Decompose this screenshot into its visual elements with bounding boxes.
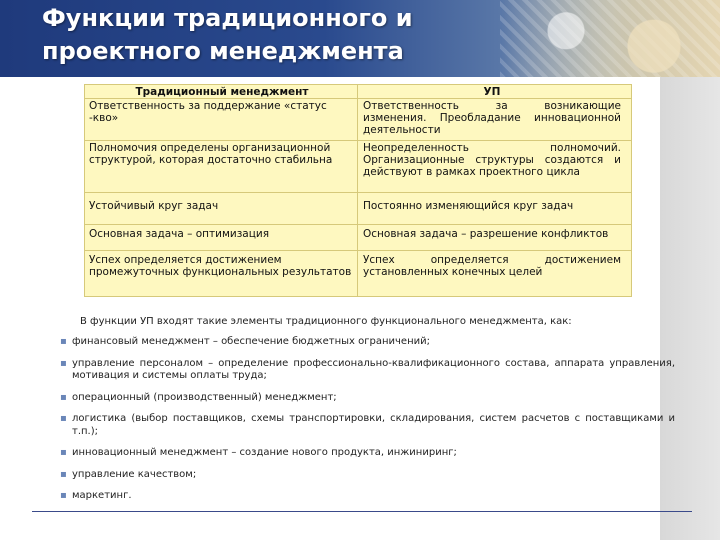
table-row — [85, 141, 631, 193]
bullet-icon: ▪ — [60, 336, 67, 347]
table-row — [85, 251, 631, 297]
header-up: УП — [483, 86, 501, 98]
table-cell: Постоянно изменяющийся круг задач — [363, 200, 574, 212]
table-cell: Успех определяется достижением промежуточных функциональных результатов — [89, 254, 352, 278]
table-row — [85, 99, 631, 141]
table-cell: Неопределенность полномочий. Организационные структуры создаются и действуют в рамках проектного цикла — [363, 142, 621, 178]
footer-divider — [32, 511, 692, 512]
table-cell: Полномочия определены организационной структурой, которая достаточно стабильна — [89, 142, 333, 166]
slide-title: Функции традиционного и проектного менеджмента — [42, 4, 413, 65]
table-row — [85, 193, 631, 225]
list-item: ▪ управление персоналом – определение профессионально-квалификационного состава, аппарата управления, мотивация и системы оплаты труда; — [60, 357, 675, 381]
bullet-icon: ▪ — [60, 468, 67, 480]
bullet-icon: ▪ — [60, 490, 67, 501]
table-cell: Устойчивый круг задач — [89, 200, 219, 212]
table-row — [85, 225, 631, 251]
comparison-table — [84, 84, 632, 297]
bullet-icon: ▪ — [60, 413, 67, 424]
list-item: ▪ логистика (выбор поставщиков, схемы транспортировки, складирования, систем расчетов с поставщиками и т.п.); — [60, 413, 675, 437]
bullet-icon: ▪ — [60, 447, 67, 458]
list-item: ▪ инновационный менеджмент – создание нового продукта, инжиниринг; — [60, 447, 457, 458]
list-item: ▪ маркетинг. — [60, 490, 132, 501]
list-item: ▪ финансовый менеджмент – обеспечение бюджетных ограничений; — [60, 336, 430, 347]
table-cell: Основная задача – разрешение конфликтов — [363, 228, 609, 240]
table-cell: Ответственность за возникающие изменения. Преобладание инновационной деятельности — [363, 100, 621, 136]
intro-text: В функции УП входят такие элементы традиционного функционального менеджмента, как: — [80, 316, 572, 327]
table-cell: Основная задача – оптимизация — [89, 228, 270, 240]
header-traditional: Традиционный менеджмент — [135, 86, 309, 98]
slide-header — [0, 0, 720, 77]
bullet-icon: ▪ — [60, 391, 67, 403]
bullet-icon: ▪ — [60, 357, 67, 369]
header-photo — [500, 0, 720, 77]
list-item: ▪ операционный (производственный) менеджмент; — [60, 391, 337, 403]
table-cell: Успех определяется достижением установленных конечных целей — [363, 254, 621, 278]
function-list — [60, 336, 675, 503]
table-cell: Ответственность за поддержание «статус -кво» — [89, 100, 327, 124]
table-column-divider — [357, 85, 358, 296]
table-header-row — [85, 85, 631, 99]
list-item: ▪ управление качеством; — [60, 468, 197, 480]
